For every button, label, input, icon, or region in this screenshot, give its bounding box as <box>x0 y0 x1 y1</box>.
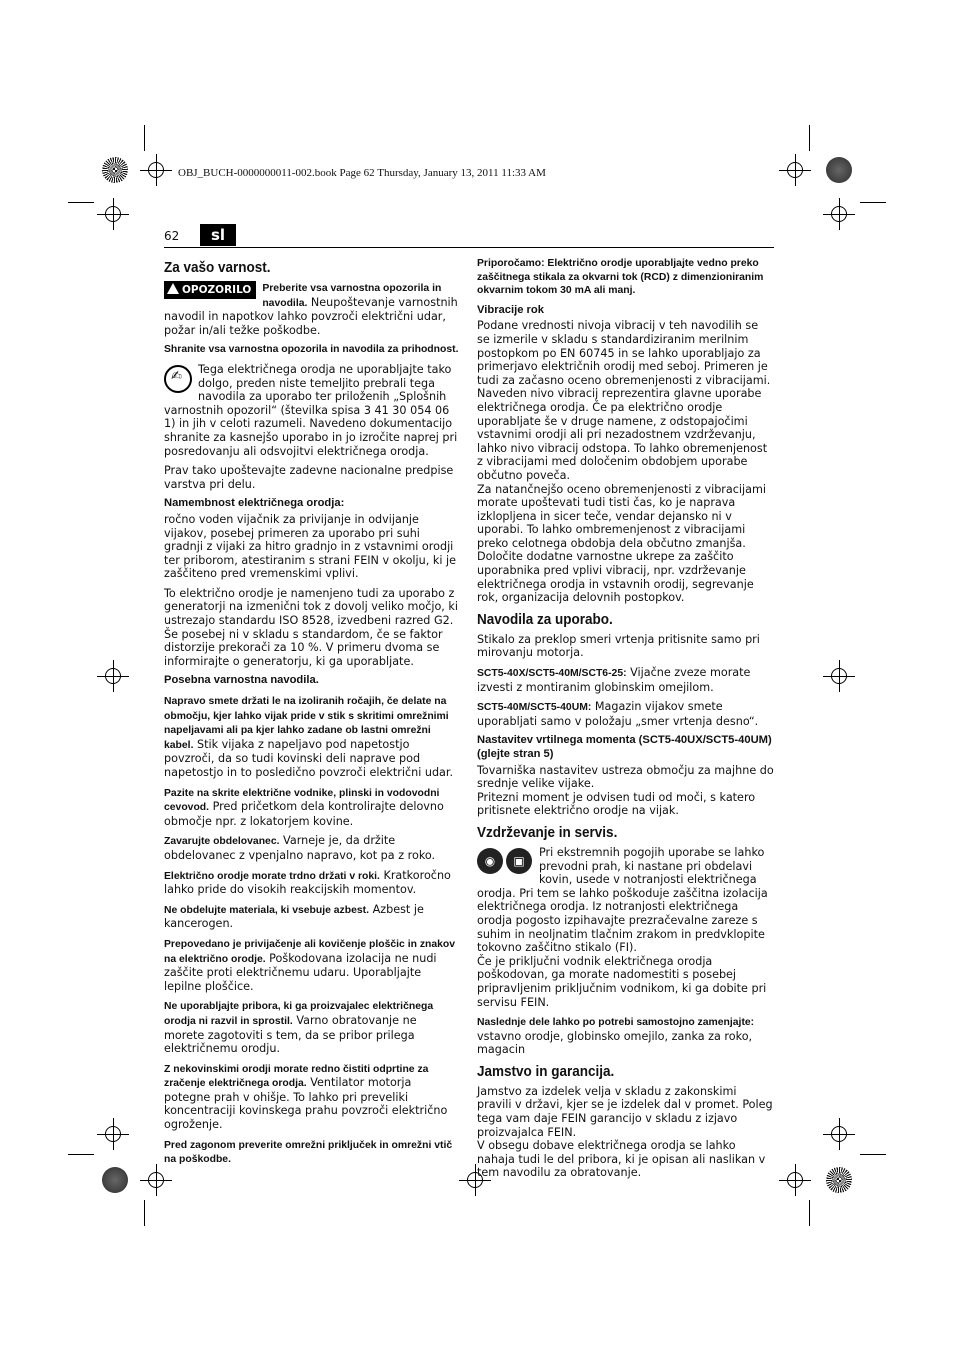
crosshair-mark <box>829 666 849 686</box>
registration-target-bottom-left <box>102 1167 128 1193</box>
safety-item-bold: Električno orodje morate trdno držati v roki. <box>164 870 380 882</box>
crosshair-mark <box>103 666 123 686</box>
page-number: 62 <box>164 229 180 243</box>
registration-target-bottom-right <box>826 1167 852 1193</box>
usage-p2: Vijačne zveze morate izvesti z montiranim globinskim omejilom. <box>477 666 751 694</box>
vibration-p4: Določite dodatne varnostne ukrepe za zaščito uporabnika pred vplivi vibracij, npr. vzdrževanje električnega orodja in vstavnih orodij, segrevanje rok, organizacija delovnih postopkov. <box>477 550 754 605</box>
safety-item-bold: Napravo smete držati le na izoliranih ročajih, če delate na območju, kjer lahko vijak pride v stik s skritimi omrežnimi napeljavami ali pa kjer lahko zadane ob lastni omrežni kabel. <box>164 696 449 751</box>
safety-item-text: Varno obratovanje ne morete zagotoviti s tem, da se pribor prilega električnemu orodju. <box>164 1013 417 1056</box>
warning-bold: Preberite vsa varnostna opozorila in navodila. <box>262 283 442 309</box>
vibration-p3: Za natančnejšo oceno obremenjenosti z vibracijami morate upoštevati tudi tisti čas, ko je naprava izklopljena in sicer teče, vendar dejansko ni v uporabi. To lahko ombremenjenost z vibracijami preko celotnega obdobja dela občutno zmanjša. <box>477 482 766 550</box>
torque-p1: Tovarniška nastavitev ustreza območju za majhne do srednje velike vijake. <box>477 763 774 791</box>
crosshair-mark <box>103 204 123 224</box>
safety-item-bold: Ne obdelujte materiala, ki vsebuje azbest. <box>164 904 370 916</box>
left-column <box>164 257 460 1173</box>
registration-target-top-right <box>826 157 852 183</box>
safety-item-bold: Ne uporabljajte pribora, ki ga proizvajalec električnega orodja ni razvil in sprostil. <box>164 1001 434 1027</box>
national-rules: Prav tako upoštevajte zadevne nacionalne predpise varstva pri delu. <box>164 464 454 491</box>
crop-line <box>860 1154 886 1155</box>
purpose-text: ročno voden vijačnik za privijanje in odvijanje vijakov, posebej primeren za uporabo pri suhi gradnji z vijaki za hitro gradnjo in z vstavnimi orodji ter priborom, atestiranim s strani FEIN v okolju, ki je zaščiteno pred vremenskimi vplivi. <box>164 512 456 581</box>
generator-text: To električno orodje je namenjeno tudi za uporabo z generatorji na izmenični tok z dovolj veliko močjo, ki ustrezajo standardu ISO 8528, izvedbeni razred G2. Še posebej ni v skladu s standardom, če se faktor distorzije prekorači za 10 %. V primeru dvoma se informirajte o generatorju, ki ga uporabljate. <box>164 586 459 668</box>
section-title-service: Vzdrževanje in servis. <box>477 823 618 841</box>
crosshair-mark <box>146 160 166 180</box>
language-tab: sl <box>200 224 236 246</box>
crosshair-mark <box>829 204 849 224</box>
right-column <box>477 257 774 1186</box>
service-p2: Če je priključni vodnik električnega orodja poškodovan, ga morate nadomestiti s posebej pripravljenim priključnim vodnikom, ki ga dobite pri servisu FEIN. <box>477 954 767 1009</box>
vibration-heading: Vibracije rok <box>477 303 544 316</box>
safety-item-text: Poškodovana izolacija ne nudi zaščite proti električnemu udaru. Uporabljajte lepilne ploščice. <box>164 951 437 993</box>
crosshair-mark <box>103 1124 123 1144</box>
registration-target-top-left <box>102 157 128 183</box>
warranty-p1: Jamstvo za izdelek velja v skladu z zakonskimi pravili v državi, kjer se je izdelek dal v promet. Poleg tega vam daje FEIN garancijo v skladu z izjavo proizvajalca FEIN. <box>477 1084 773 1139</box>
vibration-p2: Naveden nivo vibracij reprezentira glavne uporabe električnega orodja. Če pa električno orodje uporabljate še v druge namene, z odstopajočimi vstavnimi orodji ali pri nezadostnem vzdrževanju, lahko nivo vibracij odstopa. To lahko obremenjenost z vibracijami med določenim obdobjem uporabe občutno poveča. <box>477 387 768 482</box>
section-title-usage: Navodila za uporabo. <box>477 610 613 628</box>
crosshair-mark <box>785 160 805 180</box>
manual-text: Tega električnega orodja ne uporabljajte tako dolgo, preden niste temeljito prebrali tega navodila za uporabo ter priloženih „Splošnih varnostnih opozoril“ (številka spisa 3 41 30 054 06 1) in jih v celoti razumeli. Navedeno dokumentacijo shranite za kasnejšo uporabo in jo izročite naprej pri posredovanju ali odsvojitvi električnega orodja. <box>164 362 458 458</box>
parts-text: vstavno orodje, globinsko omejilo, zanka za roko, magacin <box>477 1029 753 1057</box>
safety-item-text: Ventilator motorja potegne prah v ohišje. To lahko pri preveliki koncentraciji kovinskega prahu povzroči električno ogroženje. <box>164 1076 448 1132</box>
crop-line <box>809 125 810 151</box>
eye-protection-icon: ◉ <box>477 848 503 874</box>
crop-line <box>144 125 145 151</box>
model-label: SCT5-40M/SCT5-40UM: <box>477 702 592 714</box>
read-manual-icon: ✍ <box>164 365 192 393</box>
file-slug: OBJ_BUCH-0000000011-002.book Page 62 Thursday, January 13, 2011 11:33 AM <box>178 167 546 179</box>
warning-triangle-icon <box>167 283 179 294</box>
safety-item-text: Stik vijaka z napeljavo pod napetostjo povzroči, da so tudi kovinski deli naprave pod napetostjo in to posledično povzroči električni udar. <box>164 737 454 779</box>
safety-item-bold: Zavarujte obdelovanec. <box>164 836 280 848</box>
service-p1: Pri ekstremnih pogojih uporabe se lahko prevodni prah, ki nastane pri obdelavi kovin, usede v notranjosti električnega orodja. Pri tem se lahko poškoduje zaščitna izolacija električnega orodja. Iz notranjosti električnega orodja pogosto izpihavajte prezračevalne zareze s suhim in neoljnatim tlačnim zrakom in predvklopite tokovno zaščitno stikalo (FI). <box>477 845 768 955</box>
special-heading: Posebna varnostna navodila. <box>164 674 319 687</box>
safety-item-bold: Prepovedano je privijačenje ali kovičenje ploščic in znakov na električno orodje. <box>164 938 456 965</box>
warning-label: OPOZORILO <box>182 284 252 296</box>
warranty-p2: V obsegu dobave električnega orodja se lahko nahaja tudi le del pribora, ki je opisan ali naslikan v tem navodilu za obratovanje. <box>477 1139 766 1180</box>
crosshair-mark <box>785 1170 805 1190</box>
section-title-safety: Za vašo varnost. <box>164 259 271 276</box>
model-label: SCT5-40X/SCT5-40M/SCT6-25: <box>477 668 627 680</box>
rcd-recommendation: Priporočamo: Električno orodje uporabljajte vedno preko zaščitnega stikala za okvarni tok (RCD) z dimenzioniranim okvarnim tokom 30 mA ali manj. <box>477 258 764 297</box>
crop-line <box>68 1154 94 1155</box>
crosshair-mark <box>146 1170 166 1190</box>
crop-line <box>144 1200 145 1226</box>
usage-p3: Magazin vijakov smete uporabljati samo v položaju „smer vrtenja desno“. <box>477 700 759 728</box>
torque-p2: Pritezni moment je odvisen tudi od moči, s katero pritisnete električno orodje na vijak. <box>477 790 756 818</box>
section-title-warranty: Jamstvo in garancija. <box>477 1062 615 1080</box>
crop-line <box>68 202 94 203</box>
safety-item-bold: Z nekovinskimi orodji morate redno čistiti odprtine za zračenje električnega orodja. <box>164 1063 429 1090</box>
usage-p1: Stikalo za preklop smeri vrtenja pritisnite samo pri mirovanju motorja. <box>477 632 760 660</box>
warning-badge <box>164 281 256 299</box>
crop-line <box>860 202 886 203</box>
vibration-p1: Podane vrednosti nivoja vibracij v teh navodilih se se izmerile v skladu s standardiziranim merilnim postopkom po EN 60745 in se lahko uporabljajo za primerjavo električnih orodij med seboj. Primeren je tudi za začasno oceno obremenjenosti z vibracijami. <box>477 319 771 387</box>
safety-item-bold: Pazite na skrite električne vodnike, plinski in vodovodni cevovod. <box>164 787 440 814</box>
safety-item-text: Azbest je kancerogen. <box>164 902 424 931</box>
parts-heading: Naslednje dele lahko po potrebi samostojno zamenjajte: <box>477 1017 755 1029</box>
safety-item-text: Varneje je, da držite obdelovanec z vpenjalno napravo, kot pa z roko. <box>164 834 436 862</box>
safety-item-text: Pred pričetkom dela kontrolirajte delovno območje npr. z lokatorjem kovine. <box>164 800 444 828</box>
header-rule <box>164 247 774 248</box>
safety-item-text: Kratkoročno lahko pride do visokih reakcijskih momentov. <box>164 868 451 897</box>
dust-mask-icon: ▣ <box>506 848 532 874</box>
torque-heading: Nastavitev vrtilnega momenta (SCT5-40UX/SCT5-40UM) (glejte stran 5) <box>477 734 772 760</box>
warning-text: Neupoštevanje varnostnih navodil in napotkov lahko povzroči električni udar, požar in/ali težke poškodbe. <box>164 295 458 337</box>
keep-instructions: Shranite vsa varnostna opozorila in navodila za prihodnost. <box>164 344 459 356</box>
crop-line <box>809 1200 810 1226</box>
crosshair-mark <box>829 1124 849 1144</box>
safety-item-bold: Pred zagonom preverite omrežni priključek in omrežni vtič na poškodbe. <box>164 1139 453 1166</box>
purpose-heading: Namembnost električnega orodja: <box>164 497 345 510</box>
